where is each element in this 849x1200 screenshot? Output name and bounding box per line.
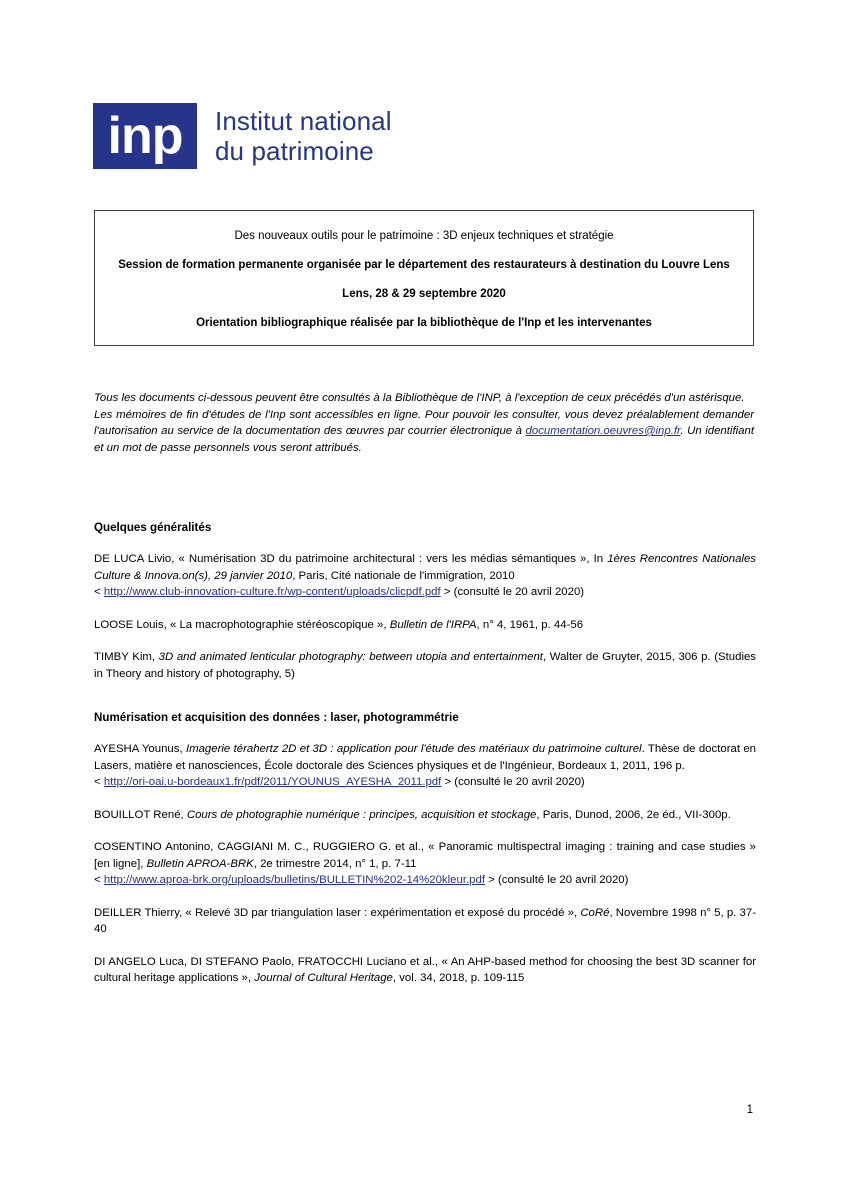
reference-text: DEILLER Thierry, « Relevé 3D par triangulation laser : expérimentation et exposé du procédé », — [94, 906, 581, 919]
reference-text: , 2e trimestre 2014, n° 1, p. 7-11 — [253, 857, 417, 870]
reference-text: < — [94, 586, 104, 598]
intro-paragraph-2 — [94, 407, 754, 457]
bibliography-entry — [94, 741, 756, 791]
institution-name-line1: Institut national — [215, 106, 392, 136]
reference-text: , vol. 34, 2018, p. 109-115 — [392, 972, 525, 984]
intro-paragraph-1: Tous les documents ci-dessous peuvent être consultés à la Bibliothèque de l'INP, à l'exception de ceux précédés d'un astérisque. — [94, 392, 745, 404]
reference-url-link[interactable]: http://ori-oai.u-bordeaux1.fr/pdf/2011/YOUNUS_AYESHA_2011.pdf — [103, 776, 442, 788]
bibliography-entry — [94, 905, 756, 938]
reference-text: , n° 4, 1961, p. 44-56 — [476, 618, 584, 631]
reference-text: < — [94, 776, 104, 788]
reference-text: > (consulté le 20 avril 2020) — [440, 586, 585, 598]
reference-text: < — [94, 874, 104, 886]
reference-title-italic: Cours de photographie numérique : principes, acquisition et stockage — [186, 808, 537, 821]
reference-text: , Paris, Cité nationale de l'immigration, 2010 — [292, 569, 515, 582]
bibliography-entry — [94, 954, 756, 987]
section-heading: Quelques généralités — [94, 521, 212, 534]
inp-logo-mark: inp — [93, 103, 197, 169]
reference-title-italic: CoRé — [580, 906, 610, 919]
reference-text: TIMBY Kim, — [94, 651, 159, 663]
reference-url-link[interactable]: http://www.aproa-brk.org/uploads/bulletins/BULLETIN%202-14%20kleur.pdf — [103, 874, 485, 886]
title-box — [94, 210, 754, 346]
bibliography-entry — [94, 649, 756, 682]
documentation-email-link[interactable]: documentation.oeuvres@inp.fr — [525, 425, 681, 437]
reference-text: COSENTINO Antonino, CAGGIANI M. C., RUGGIERO G. et al., « Panoramic multispectral imaging : training and case studies » [en ligne], — [94, 841, 756, 870]
reference-title-italic: 3D and animated lenticular photography: between utopia and entertainment — [158, 651, 543, 663]
reference-text: , Paris, Dunod, 2006, 2e éd., VII-300p. — [536, 808, 731, 821]
reference-text: BOUILLOT René, — [94, 808, 187, 821]
reference-text: . Thèse de doctorat en Lasers, matière et nanosciences, École doctorale des Sciences physiques et de l'Ingénieur, Bordeaux 1, 2011, 196 p. — [94, 743, 756, 772]
reference-text: , Walter de Gruyter, 2015, 306 p. (Studies in Theory and history of photography, 5) — [94, 651, 757, 680]
title-line-theme: Des nouveaux outils pour le patrimoine : 3D enjeux techniques et stratégie — [234, 230, 614, 242]
section-heading: Numérisation et acquisition des données : laser, photogrammétrie — [94, 711, 459, 724]
reference-text: DE LUCA Livio, « Numérisation 3D du patrimoine architectural : vers les médias sémantiques », In — [94, 553, 608, 565]
reference-title-italic: Journal of Cultural Heritage — [254, 972, 393, 984]
reference-text: LOOSE Louis, « La macrophotographie stéréoscopique », — [94, 618, 390, 631]
bibliography-entry — [94, 839, 756, 889]
intro-paragraph-2-before: Les mémoires de fin d'études de l'Inp sont accessibles en ligne. Pour pouvoir les consulter, vous devez préalablement demander l'autorisation au service de la documentation des œuvres par courrier électronique à — [94, 408, 754, 437]
bibliography-body — [94, 520, 756, 1003]
intro-paragraph-2-after: . Un identifiant et un mot de passe personnels vous seront attribués. — [94, 425, 754, 454]
reference-url-link[interactable]: http://www.club-innovation-culture.fr/wp-content/uploads/clicpdf.pdf — [103, 586, 441, 598]
bibliography-entry — [94, 617, 756, 634]
reference-title-italic: Bulletin APROA-BRK — [146, 857, 254, 870]
title-line-credit: Orientation bibliographique réalisée par la bibliothèque de l'Inp et les intervenantes — [196, 317, 652, 329]
institution-name — [215, 106, 392, 166]
institution-logo — [93, 103, 392, 169]
institution-name-line2: du patrimoine — [215, 136, 374, 166]
reference-title-italic: 1ères Rencontres Nationales Culture & Innova.on(s), 29 janvier 2010 — [94, 553, 756, 582]
reference-text: , Novembre 1998 n° 5, p. 37-40 — [94, 906, 757, 935]
reference-text: DI ANGELO Luca, DI STEFANO Paolo, FRATOCCHI Luciano et al., « An AHP-based method for choosing the best 3D scanner for cultural heritage applications », — [94, 955, 756, 984]
reference-title-italic: Imagerie térahertz 2D et 3D : application pour l'étude des matériaux du patrimoine culturel — [185, 743, 642, 755]
title-line-session: Session de formation permanente organisée par le département des restaurateurs à destination du Louvre Lens — [118, 259, 730, 271]
reference-text: > (consulté le 20 avril 2020) — [485, 874, 629, 886]
reference-text: > (consulté le 20 avril 2020) — [441, 776, 585, 788]
reference-title-italic: Bulletin de l'IRPA — [389, 618, 477, 631]
page-number: 1 — [746, 1104, 753, 1116]
title-line-place-date: Lens, 28 & 29 septembre 2020 — [342, 288, 506, 300]
bibliography-entry — [94, 807, 756, 824]
intro-note — [94, 390, 754, 456]
bibliography-entry — [94, 551, 756, 601]
reference-text: AYESHA Younus, — [94, 743, 186, 755]
